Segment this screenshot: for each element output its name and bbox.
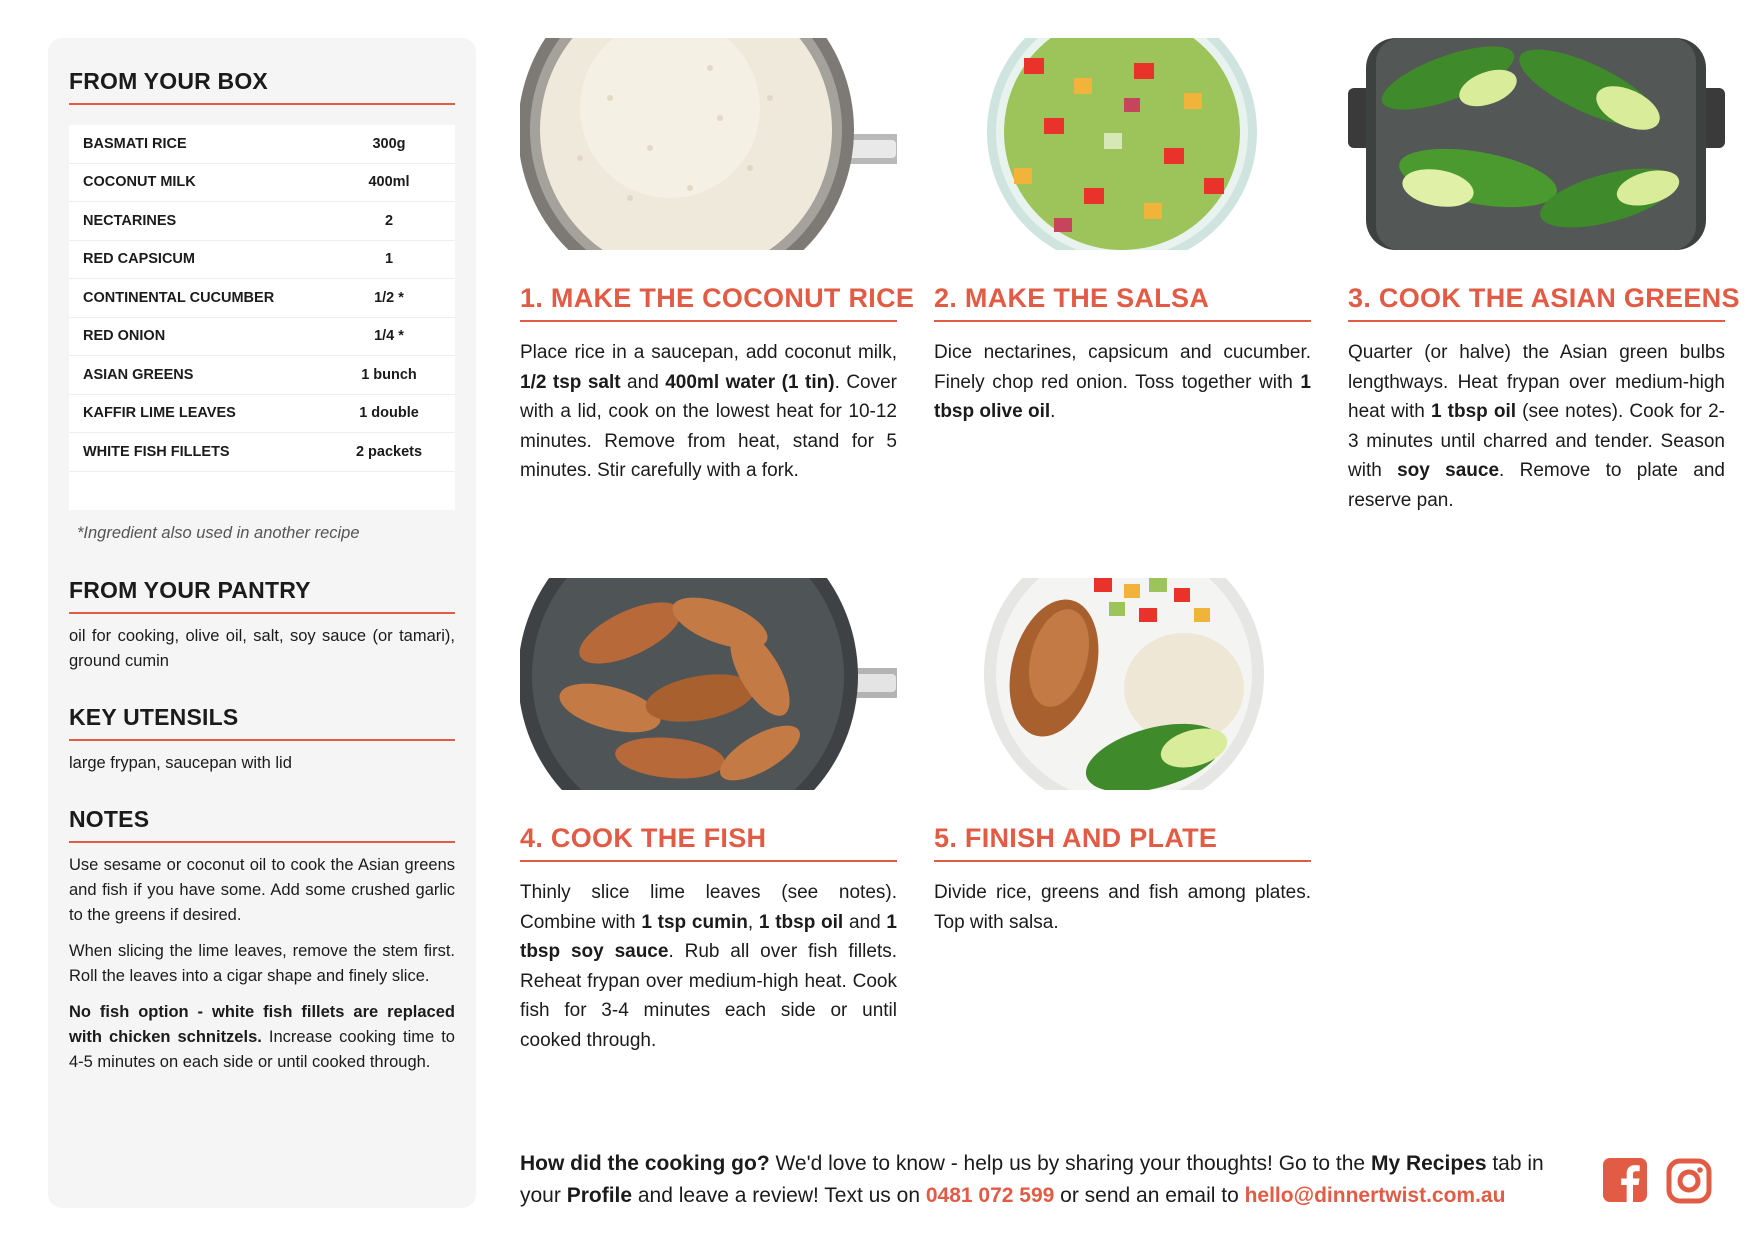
ingredient-row [69, 202, 455, 241]
ingredient-row [69, 125, 455, 164]
step-text: . Remove to plate and reserve pan. [1348, 460, 1725, 511]
step-text: Quarter (or halve) the Asian green bulbs lengthways. Heat frypan over medium-high heat with [1348, 342, 1725, 422]
ingredient-row [69, 356, 455, 395]
step-text: Dice nectarines, capsicum and cucumber. Finely chop red onion. Toss together with [934, 342, 1311, 393]
ingredient-name: RED ONION [83, 328, 166, 345]
finish-plate-photo [934, 578, 1311, 790]
notes-text [69, 853, 455, 1075]
step-1-text [520, 338, 897, 486]
ingredient-qty: 2 [384, 212, 394, 229]
ingredient-name: KAFFIR LIME LEAVES [83, 405, 236, 422]
notes-heading: NOTES [69, 806, 455, 843]
ingredient-qty: 1/2 * [374, 289, 404, 306]
step-text: and [843, 911, 887, 933]
from-your-pantry-section [69, 577, 455, 674]
step-bold: 1 tbsp oil [1430, 401, 1517, 422]
step-bold: soy sauce [1397, 460, 1500, 481]
email-link[interactable]: hello@dinnertwist.com.au [1244, 1184, 1506, 1207]
footer-bold: My Recipes [1370, 1152, 1487, 1175]
step-text: Place rice in a saucepan, add coconut milk, [520, 342, 897, 363]
utensils-text: large frypan, saucepan with lid [69, 753, 292, 772]
note-paragraph: Use sesame or coconut oil to cook the Asian greens and fish if you have some. Add some crushed garlic to the greens if desired. [69, 855, 455, 924]
ingredient-qty: 1 [384, 251, 394, 268]
salsa-photo [934, 38, 1311, 250]
step-2-text [934, 338, 1311, 427]
ingredient-qty: 300g [372, 135, 406, 152]
note-paragraph [69, 1000, 455, 1075]
ingredient-row [69, 241, 455, 280]
step-4 [520, 578, 897, 1055]
step-1 [520, 38, 915, 486]
note-text: Increase cooking time to 4-5 minutes on each side or until cooked through. [69, 1027, 455, 1071]
step-2 [934, 38, 1311, 427]
phone-link[interactable]: 0481 072 599 [925, 1184, 1055, 1207]
step-5-title: 5. FINISH AND PLATE [934, 823, 1311, 862]
step-1-title: 1. MAKE THE COCONUT RICE [520, 283, 897, 322]
cook-fish-photo [520, 578, 897, 790]
step-text: . Cover with a lid, cook on the lowest heat for 10-12 minutes. Remove from heat, stand for 5 minutes. Stir carefully with a fork. [520, 371, 898, 481]
key-utensils-section [69, 704, 455, 776]
from-your-box-section [69, 68, 455, 543]
frypan-fish-image [520, 578, 897, 790]
notes-section [69, 806, 455, 1075]
step-bold: 1/2 tsp salt [520, 371, 621, 393]
ingredient-row [69, 318, 455, 357]
step-4-title: 4. COOK THE FISH [520, 823, 897, 862]
ingredient-row [69, 395, 455, 434]
step-2-title: 2. MAKE THE SALSA [934, 283, 1311, 322]
coconut-rice-photo [520, 38, 897, 250]
key-utensils-heading: KEY UTENSILS [69, 704, 455, 741]
ingredient-name: WHITE FISH FILLETS [83, 443, 230, 460]
ingredient-qty: 1 bunch [361, 366, 417, 383]
step-text: (see notes). Cook for 2-3 minutes until charred and tender. Season with [1348, 401, 1725, 481]
step-text: . Rub all over fish fillets. Reheat frypan over medium-high heat. Cook fish for 3-4 minutes each side or until cooked through. [520, 941, 897, 1051]
ingredient-footnote: *Ingredient also used in another recipe [77, 523, 360, 542]
salsa-bowl-image [934, 38, 1311, 250]
footer-text: tab in your [520, 1152, 1544, 1207]
ingredient-row [69, 279, 455, 318]
step-5 [934, 578, 1311, 937]
facebook-icon[interactable] [1603, 1158, 1647, 1207]
step-text: and [620, 371, 666, 393]
step-3-text [1348, 338, 1725, 515]
step-5-text [934, 878, 1311, 937]
ingredient-name: ASIAN GREENS [83, 366, 194, 383]
ingredient-row [69, 433, 455, 472]
from-your-pantry-heading: FROM YOUR PANTRY [69, 577, 455, 614]
ingredient-name: BASMATI RICE [83, 135, 187, 152]
step-text: Thinly slice lime leaves (see notes). Combine with [520, 882, 897, 933]
from-your-box-heading: FROM YOUR BOX [69, 68, 455, 105]
plated-dish-image [934, 578, 1311, 790]
ingredient-name: RED CAPSICUM [83, 251, 195, 268]
ingredients-table [69, 125, 455, 510]
step-text: , [747, 911, 759, 933]
footer-bold: Profile [566, 1184, 633, 1207]
step-text: . [1050, 401, 1056, 422]
ingredient-name: COCONUT MILK [83, 174, 196, 191]
note-paragraph: When slicing the lime leaves, remove the stem first. Roll the leaves into a cigar shape and finely slice. [69, 941, 455, 985]
ingredient-qty: 400ml [368, 174, 410, 191]
frypan-greens-image [1348, 38, 1725, 250]
saucepan-rice-image [520, 38, 897, 250]
ingredient-row-empty [69, 472, 455, 510]
step-bold: 400ml water (1 tin) [665, 371, 835, 393]
footer-text: or send an email to [1054, 1184, 1245, 1207]
step-text: Divide rice, greens and fish among plates. Top with salsa. [934, 882, 1311, 933]
note-bold: No fish option - white fish fillets are replaced with chicken schnitzels. [69, 1002, 455, 1046]
ingredient-name: CONTINENTAL CUCUMBER [83, 289, 275, 306]
ingredient-qty: 2 packets [355, 443, 423, 460]
feedback-footer [520, 1148, 1580, 1212]
step-3 [1348, 38, 1740, 515]
ingredient-row [69, 164, 455, 203]
ingredient-qty: 1 double [359, 405, 419, 422]
pantry-text: oil for cooking, olive oil, salt, soy sauce (or tamari), ground cumin [69, 626, 455, 670]
footer-bold: How did the cooking go? [520, 1152, 770, 1175]
footer-text: and leave a review! Text us on [632, 1184, 926, 1207]
step-3-title: 3. COOK THE ASIAN GREENS [1348, 283, 1725, 322]
step-bold: 1 tbsp soy sauce [520, 911, 897, 962]
ingredient-qty: 1/4 * [374, 328, 404, 345]
ingredient-name: NECTARINES [83, 212, 177, 229]
step-bold: 1 tbsp oil [758, 911, 844, 933]
sidebar [48, 38, 476, 1208]
step-bold: 1 tbsp olive oil [934, 371, 1311, 422]
footer-text: We'd love to know - help us by sharing your thoughts! Go to the [769, 1152, 1371, 1175]
step-4-text [520, 878, 897, 1055]
asian-greens-photo [1348, 38, 1725, 250]
step-bold: 1 tsp cumin [641, 911, 748, 933]
instagram-icon[interactable] [1666, 1158, 1712, 1209]
